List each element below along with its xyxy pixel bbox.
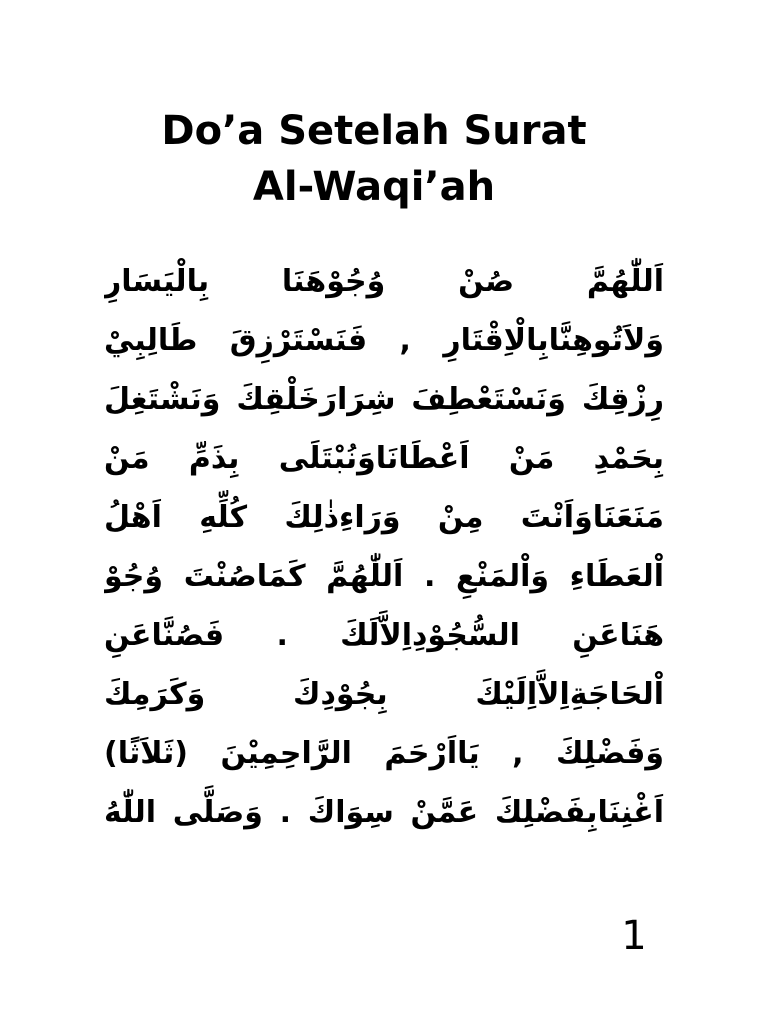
- arabic-line-6: اْلعَطَاءِ وَاْلمَنْعِ . اَللّٰهُمَّ كَمَاصُنْتَ وُجُوْ: [104, 559, 664, 594]
- arabic-line-5: مَنَعَنَاوَاَنْتَ مِنْ وَرَاءِذٰلِكَ كُلِّهِ اَهْلُ: [104, 500, 664, 535]
- arabic-line-10: اَغْنِنَابِفَضْلِكَ عَمَّنْ سِوَاكَ . وَصَلَّى اللّٰهُ: [104, 795, 664, 830]
- page-number: 1: [621, 913, 647, 959]
- document-title: [100, 103, 648, 215]
- arabic-line-8: اْلحَاجَةِاِلاَّاِلَيْكَ بِجُوْدِكَ وَكَرَمِكَ: [104, 677, 664, 712]
- arabic-line-9: وَفَضْلِكَ , يَااَرْحَمَ الرَّاحِمِيْنَ (ثَلاَثًا): [104, 736, 664, 771]
- arabic-line-3: رِزْقِكَ وَنَسْتَعْطِفَ شِرَارَخَلْقِكَ وَنَشْتَغِلَ: [104, 382, 664, 417]
- arabic-line-7: هَنَاعَنِ السُّجُوْدِاِلاَّلَكَ . فَصُنَّاعَنِ: [104, 618, 664, 653]
- arabic-line-4: بِحَمْدِ مَنْ اَعْطَانَاوَنُبْتَلَى بِذَمِّ مَنْ: [104, 441, 664, 476]
- arabic-prayer-text: [104, 252, 664, 842]
- title-line-2: Al-Waqi’ah: [252, 164, 496, 210]
- title-line-1: Do’a Setelah Surat: [161, 108, 587, 154]
- arabic-line-1: اَللّٰهُمَّ صُنْ وُجُوْهَنَا بِالْيَسَارِ: [104, 264, 664, 299]
- arabic-line-2: وَلاَتُوهِنَّابِالْاِقْتَارِ , فَنَسْتَرْزِقَ طَالِبِيْ: [104, 323, 664, 358]
